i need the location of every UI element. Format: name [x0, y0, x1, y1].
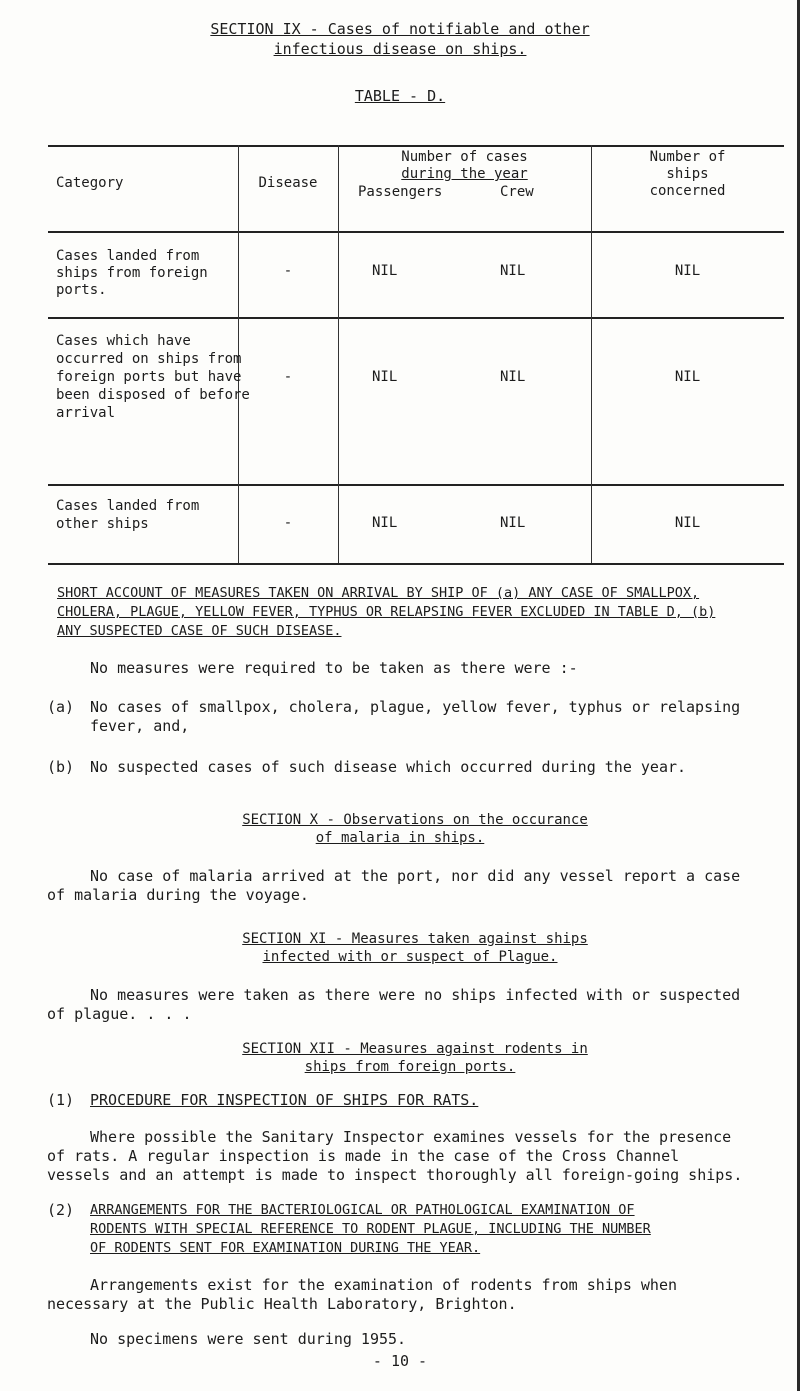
row3-category-line1: Cases landed from	[56, 498, 200, 514]
item-2-heading-line1: ARRANGEMENTS FOR THE BACTERIOLOGICAL OR PATHOLOGICAL EXAMINATION OF	[90, 1202, 635, 1218]
row1-category-line2: ships from foreign	[56, 265, 208, 281]
header-disease: Disease	[258, 175, 318, 191]
item-1-body-line2: of rats. A regular inspection is made in the case of the Cross Channel	[47, 1147, 680, 1165]
table-top-rule	[48, 145, 784, 147]
row3-passengers: NIL	[372, 515, 398, 531]
item-2-heading-line3: OF RODENTS SENT FOR EXAMINATION DURING THE YEAR.	[90, 1240, 481, 1256]
table-col-divider-2	[338, 145, 339, 563]
item-2-heading-line2: RODENTS WITH SPECIAL REFERENCE TO RODENT PLAGUE, INCLUDING THE NUMBER	[90, 1221, 651, 1237]
short-account-line1: SHORT ACCOUNT OF MEASURES TAKEN ON ARRIVAL BY SHIP OF (a) ANY CASE OF SMALLPOX,	[57, 585, 700, 601]
row1-category-line1: Cases landed from	[56, 248, 200, 264]
item-1-body-line3: vessels and an attempt is made to inspect thoroughly all foreign-going ships.	[47, 1166, 743, 1184]
item-b-label: (b)	[47, 758, 75, 776]
section-9-title-line1: SECTION IX - Cases of notifiable and other	[210, 20, 590, 38]
table-label: TABLE - D.	[354, 87, 446, 105]
section-11-body-line2: of plague. . . .	[47, 1005, 192, 1023]
section-10-body-line2: of malaria during the voyage.	[47, 886, 309, 904]
row2-category-line1: Cases which have	[56, 333, 191, 349]
section-9-title-line2: infectious disease on ships.	[273, 40, 527, 58]
row2-category-line4: been disposed of before	[56, 387, 250, 403]
row2-disease: -	[283, 369, 293, 385]
item-a-line1: No cases of smallpox, cholera, plague, yellow fever, typhus or relapsing	[90, 698, 741, 716]
table-d	[48, 145, 784, 565]
item-2-label: (2)	[47, 1201, 75, 1219]
section-11-title-line2: infected with or suspect of Plague.	[262, 949, 558, 965]
row1-disease: -	[283, 263, 293, 279]
table-row2-rule	[48, 484, 784, 486]
section-10-title-line1: SECTION X - Observations on the occurance	[242, 812, 588, 828]
header-passengers: Passengers	[358, 184, 443, 200]
section-12-title-line2: ships from foreign ports.	[304, 1059, 516, 1075]
section-10-title-line2: of malaria in ships.	[315, 830, 485, 846]
header-ships-line2: ships	[666, 166, 709, 182]
table-header-rule	[48, 231, 784, 233]
row1-crew: NIL	[500, 263, 526, 279]
header-cases-line2: during the year	[401, 166, 528, 182]
table-bottom-rule	[48, 563, 784, 565]
row1-passengers: NIL	[372, 263, 398, 279]
row3-category-line2: other ships	[56, 516, 149, 532]
row3-disease: -	[283, 515, 293, 531]
item-2-body-line3: No specimens were sent during 1955.	[90, 1330, 407, 1348]
table-row1-rule	[48, 317, 784, 319]
section-11-body-line1: No measures were taken as there were no ships infected with or suspected	[90, 986, 741, 1004]
section-11-title-line1: SECTION XI - Measures taken against ships	[242, 931, 588, 947]
item-2-body-line1: Arrangements exist for the examination of rodents from ships when	[90, 1276, 677, 1294]
row1-category-line3: ports.	[56, 282, 107, 298]
short-account-line2: CHOLERA, PLAGUE, YELLOW FEVER, TYPHUS OR RELAPSING FEVER EXCLUDED IN TABLE D, (b)	[57, 604, 716, 620]
row3-crew: NIL	[500, 515, 526, 531]
section-10-body-line1: No case of malaria arrived at the port, nor did any vessel report a case	[90, 867, 741, 885]
short-account-intro: No measures were required to be taken as there were :-	[90, 659, 578, 677]
header-ships-line3: concerned	[649, 183, 726, 199]
section-12-title-line1: SECTION XII - Measures against rodents in	[242, 1041, 588, 1057]
row2-ships: NIL	[674, 369, 701, 385]
header-ships-line1: Number of	[649, 149, 726, 165]
row2-passengers: NIL	[372, 369, 398, 385]
item-b-line1: No suspected cases of such disease which occurred during the year.	[90, 758, 687, 776]
short-account-line3: ANY SUSPECTED CASE OF SUCH DISEASE.	[57, 623, 342, 639]
item-a-line2: fever, and,	[90, 717, 190, 735]
row2-category-line2: occurred on ships from	[56, 351, 242, 367]
row2-category-line3: foreign ports but have	[56, 369, 242, 385]
header-cases-line1: Number of cases	[401, 149, 528, 165]
row1-ships: NIL	[674, 263, 701, 279]
item-1-body-line1: Where possible the Sanitary Inspector examines vessels for the presence	[90, 1128, 732, 1146]
header-crew: Crew	[500, 184, 534, 200]
table-col-divider-3	[591, 145, 592, 563]
header-category: Category	[56, 175, 124, 191]
row3-ships: NIL	[674, 515, 701, 531]
page-number: - 10 -	[372, 1352, 428, 1370]
item-2-body-line2: necessary at the Public Health Laboratory, Brighton.	[47, 1295, 517, 1313]
item-1-heading: PROCEDURE FOR INSPECTION OF SHIPS FOR RATS.	[90, 1091, 479, 1109]
row2-crew: NIL	[500, 369, 526, 385]
item-a-label: (a)	[47, 698, 75, 716]
item-1-label: (1)	[47, 1091, 75, 1109]
row2-category-line5: arrival	[56, 405, 116, 421]
